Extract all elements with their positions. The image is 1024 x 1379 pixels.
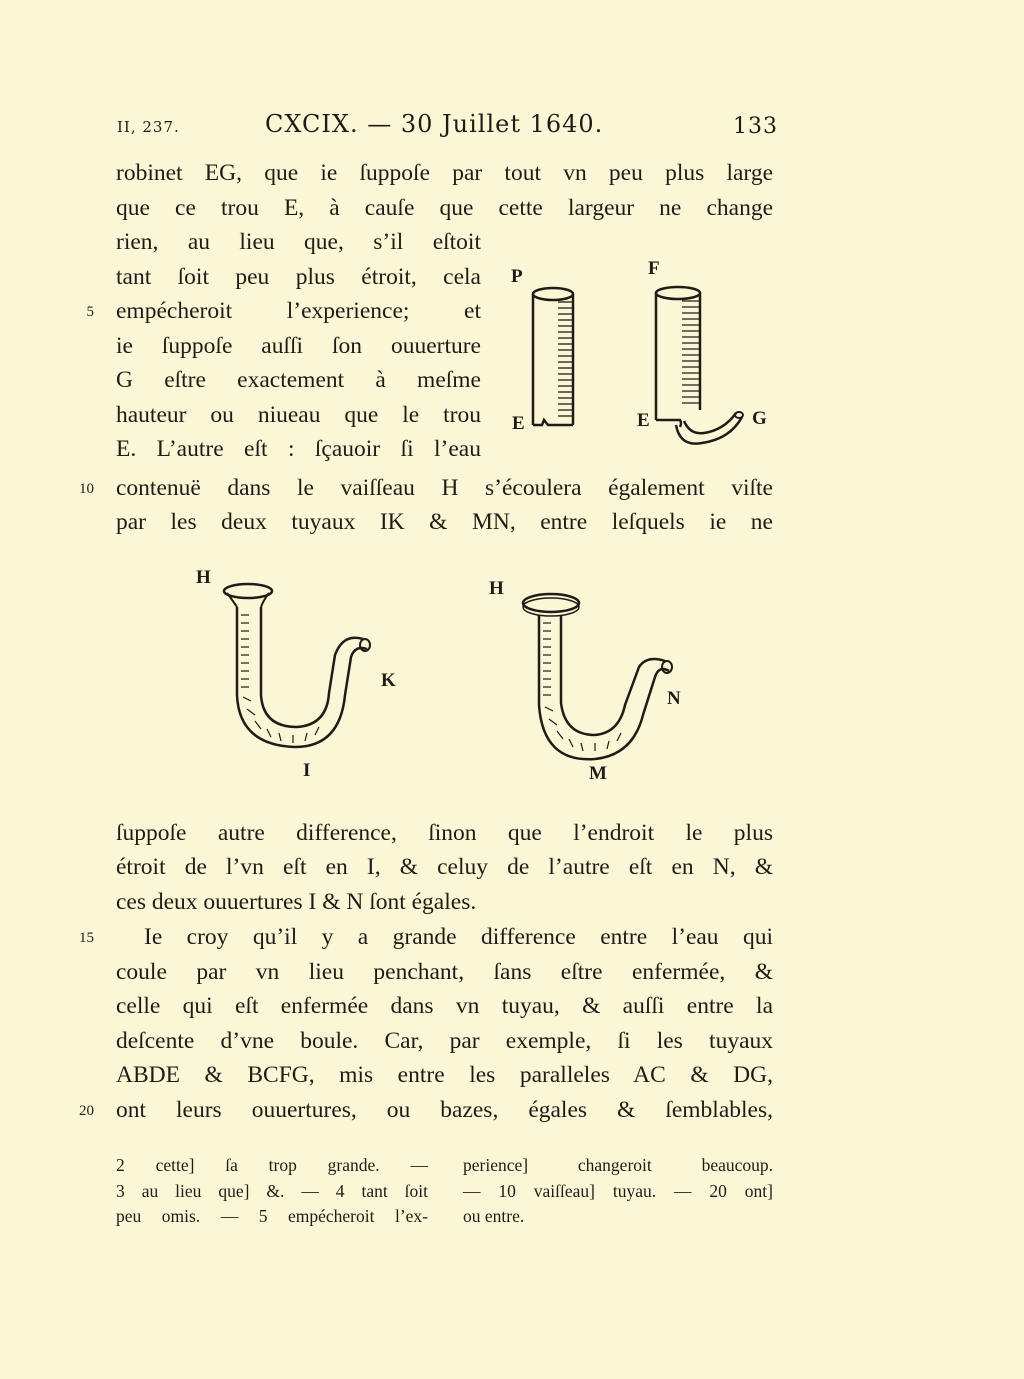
text-line: étroit de l’vn eſt en I, & celuy de l’autre eſt en N, & (116, 854, 773, 880)
figure-label: H (489, 578, 504, 599)
figure-label: G (752, 408, 767, 429)
figure-label: I (303, 760, 311, 781)
figure-label: H (196, 567, 211, 588)
header-title: CXCIX. — 30 Juillet 1640. (265, 110, 604, 138)
text-line: Ie croy qu’il y a grande difference entre l’eau qui (144, 924, 773, 950)
text-line: que ce trou E, à cauſe que cette largeur ne change (116, 195, 773, 221)
figure-bent-tube (640, 275, 760, 460)
line-number: 20 (79, 1103, 94, 1119)
figure-u-tube-ik (215, 575, 395, 760)
figure-label: M (589, 763, 607, 784)
figure-label: E (512, 413, 525, 434)
text-line: ie ſuppoſe auſſi ſon ouuerture (116, 333, 481, 359)
header-reference: II, 237. (117, 118, 180, 136)
text-line: coule par vn lieu penchant, ſans eſtre enfermée, & (116, 959, 773, 985)
footnotes-right (463, 1153, 773, 1230)
figure-label: K (381, 670, 396, 691)
text-line: celle qui eſt enfermée dans vn tuyau, & auſſi entre la (116, 993, 773, 1019)
text-line: ſuppoſe autre difference, ſinon que l’endroit le plus (116, 820, 773, 846)
figure-label: F (648, 258, 660, 279)
text-line: empécheroit l’experience; et (116, 298, 481, 324)
text-line: hauteur ou niueau que le trou (116, 402, 481, 428)
page-number: 133 (733, 114, 778, 139)
text-line: deſcente d’vne boule. Car, par exemple, ſi les tuyaux (116, 1028, 773, 1054)
text-line: par les deux tuyaux IK & MN, entre leſquels ie ne (116, 509, 773, 535)
text-line: E. L’autre eſt : ſçauoir ſi l’eau (116, 436, 481, 462)
text-line: G eſtre exactement à meſme (116, 367, 481, 393)
text-line: ces deux ouuertures I & N ſont égales. (116, 889, 477, 915)
footnote-line: 2 cette] ſa trop grande. — (116, 1155, 428, 1175)
footnote-line: ou entre. (463, 1206, 525, 1226)
figure-label: P (511, 266, 523, 287)
footnote-line: peu omis. — 5 empécheroit l’ex- (116, 1206, 428, 1226)
footnote-line: — 10 vaiſſeau] tuyau. — 20 ont] (463, 1180, 773, 1201)
line-number: 15 (79, 930, 94, 946)
text-line: ont leurs ouuertures, ou bazes, égales & ſemblables, (116, 1097, 773, 1123)
line-number: 5 (86, 304, 94, 320)
figure-u-tube-mn (515, 585, 695, 770)
figure-label: E (637, 410, 650, 431)
footnote-line: 3 au lieu que] &. — 4 tant ſoit (116, 1180, 428, 1201)
footnotes-left (116, 1153, 428, 1230)
figure-label: N (667, 688, 681, 709)
text-line: ABDE & BCFG, mis entre les paralleles AC & DG, (116, 1062, 773, 1088)
text-line: tant ſoit peu plus étroit, cela (116, 264, 481, 290)
line-number: 10 (79, 481, 94, 497)
footnote-line: perience] changeroit beaucoup. (463, 1155, 773, 1175)
text-line: contenuë dans le vaiſſeau H s’écoulera également viſte (116, 475, 773, 501)
text-line: robinet EG, que ie ſuppoſe par tout vn peu plus large (116, 160, 773, 186)
text-line: rien, au lieu que, s’il eſtoit (116, 229, 481, 255)
